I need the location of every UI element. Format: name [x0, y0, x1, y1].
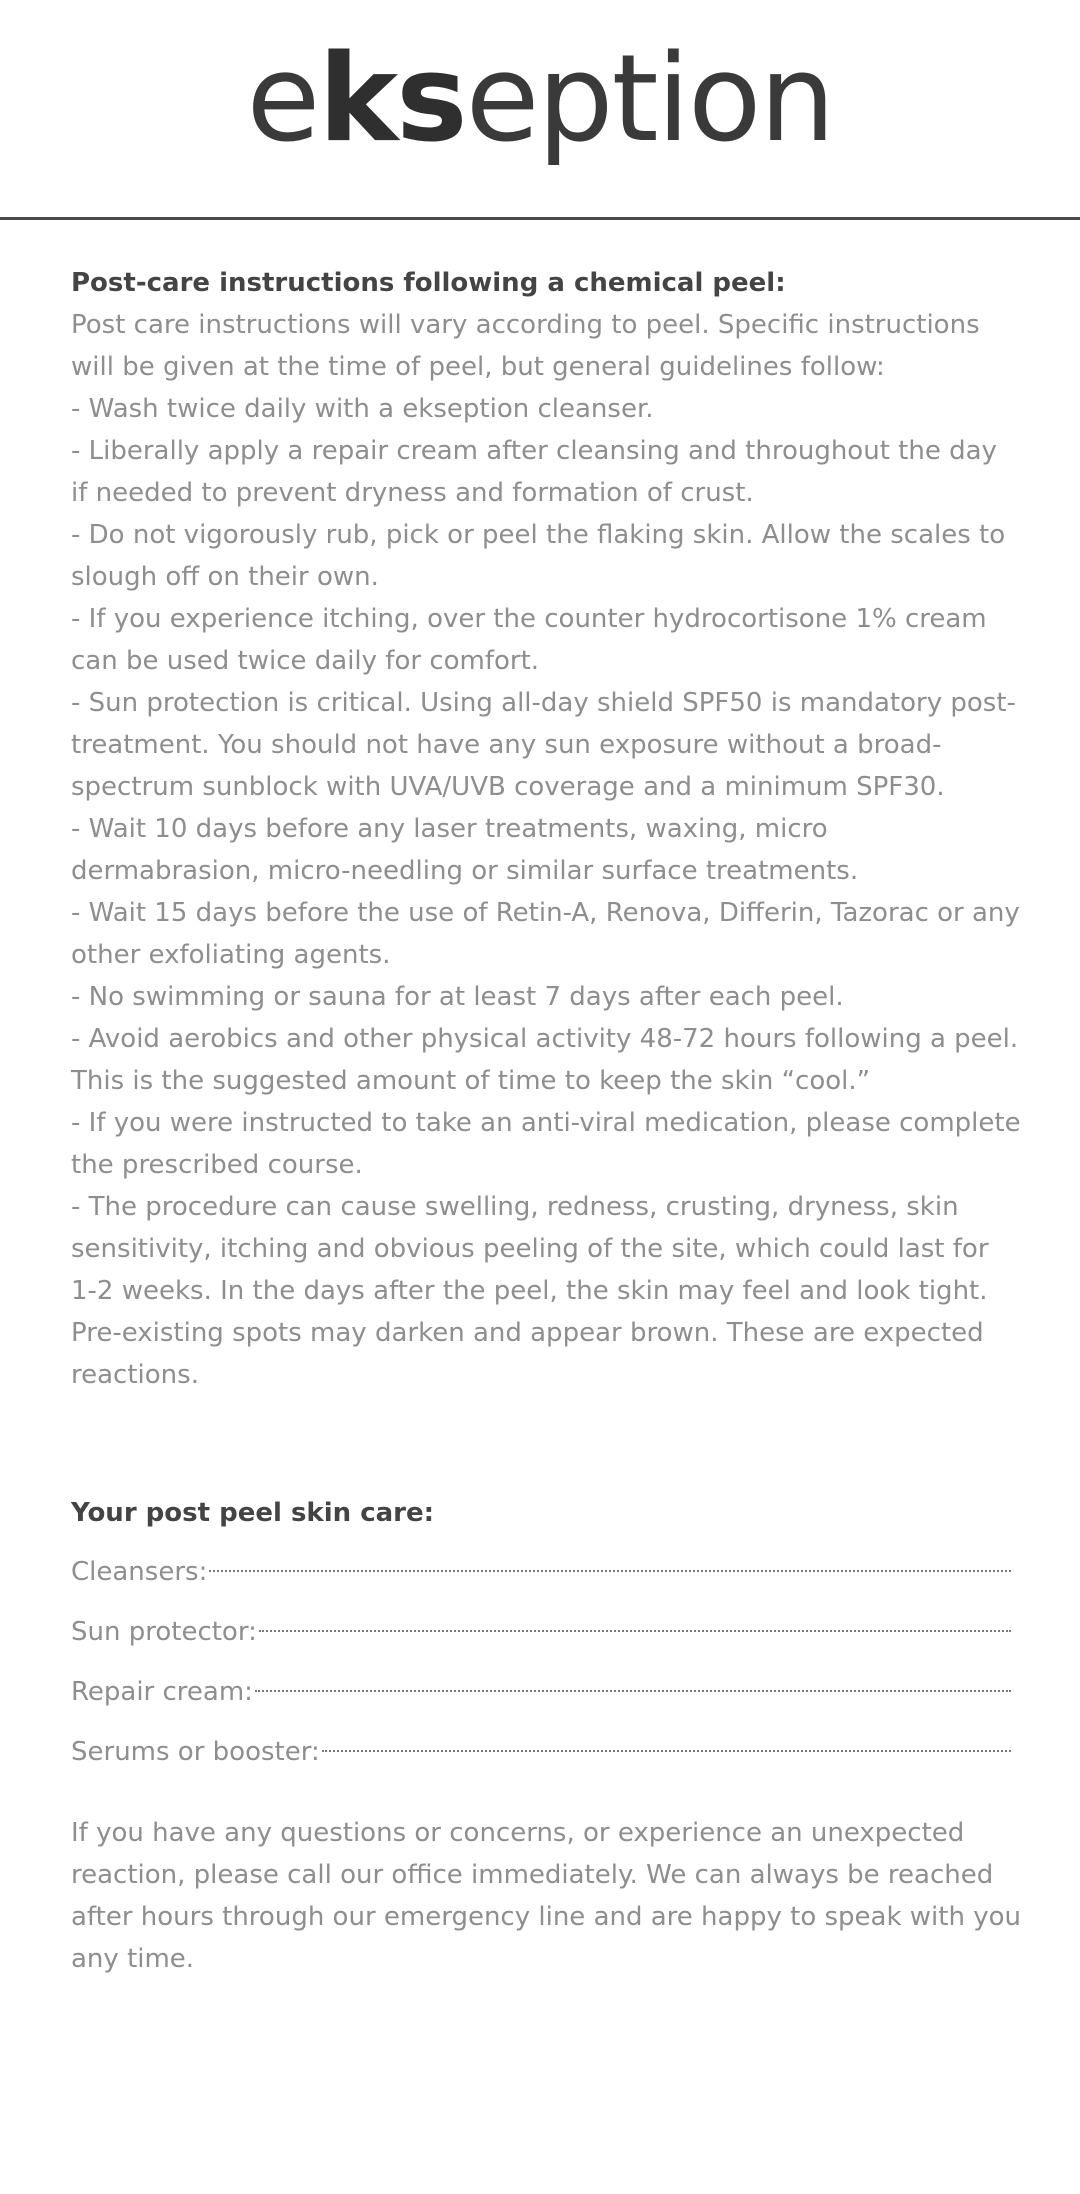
instruction-item: - Avoid aerobics and other physical activity 48-72 hours following a peel. This is the suggested amount of time to keep the skin “cool.”	[71, 1024, 1019, 1096]
instructions-intro: Post care instructions will vary according to peel. Specific instructions will be given at the time of peel, but general guidelines follow:	[71, 310, 980, 382]
instruction-item: - The procedure can cause swelling, redness, crusting, dryness, skin sensitivity, itching and obvious peeling of the site, which could last for 1-2 weeks. In the days after the peel, the skin may feel and look tight. Pre-existing spots may darken and appear brown. These are expected reactions.	[71, 1192, 989, 1390]
instruction-item: - If you experience itching, over the counter hydrocortisone 1% cream can be used twice daily for comfort.	[71, 604, 987, 676]
instruction-item: - Wait 15 days before the use of Retin-A, Renova, Differin, Tazorac or any other exfoliating agents.	[71, 898, 1020, 970]
field-blank-line	[259, 1630, 1011, 1632]
field-label: Repair cream:	[71, 1677, 253, 1707]
serums-booster-field	[71, 1722, 1011, 1782]
field-blank-line	[209, 1570, 1011, 1572]
skin-care-section	[71, 1492, 1011, 1782]
sun-protector-field	[71, 1602, 1011, 1662]
logo-part-post: eption	[465, 30, 834, 169]
instructions-heading: Post-care instructions following a chemical peel:	[71, 268, 786, 298]
brand-logo	[0, 30, 1080, 169]
field-label: Serums or booster:	[71, 1737, 320, 1767]
header-divider	[0, 217, 1080, 220]
field-label: Sun protector:	[71, 1617, 257, 1647]
closing-paragraph: If you have any questions or concerns, or experience an unexpected reaction, please call our office immediately. We can always be reached after hours through our emergency line and are happy to speak with you any time.	[71, 1818, 1021, 1974]
logo-part-bold: ks	[318, 30, 466, 169]
instructions-section	[71, 262, 1021, 1396]
skin-care-heading: Your post peel skin care:	[71, 1498, 435, 1528]
instruction-item: - Do not vigorously rub, pick or peel the flaking skin. Allow the scales to slough off on their own.	[71, 520, 1006, 592]
field-label: Cleansers:	[71, 1557, 208, 1587]
repair-cream-field	[71, 1662, 1011, 1722]
instruction-item: - If you were instructed to take an anti-viral medication, please complete the prescribed course.	[71, 1108, 1021, 1180]
instruction-item: - Sun protection is critical. Using all-day shield SPF50 is mandatory post-treatment. You should not have any sun exposure without a broad-spectrum sunblock with UVA/UVB coverage and a minimum SPF30.	[71, 688, 1016, 802]
cleansers-field	[71, 1542, 1011, 1602]
field-blank-line	[255, 1690, 1011, 1692]
instruction-item: - Liberally apply a repair cream after cleansing and throughout the day if needed to prevent dryness and formation of crust.	[71, 436, 997, 508]
instruction-item: - Wait 10 days before any laser treatments, waxing, micro dermabrasion, micro-needling or similar surface treatments.	[71, 814, 859, 886]
logo-part-pre: e	[246, 30, 319, 169]
instruction-item: - Wash twice daily with a ekseption cleanser.	[71, 394, 654, 424]
instruction-item: - No swimming or sauna for at least 7 days after each peel.	[71, 982, 844, 1012]
field-blank-line	[322, 1750, 1011, 1752]
